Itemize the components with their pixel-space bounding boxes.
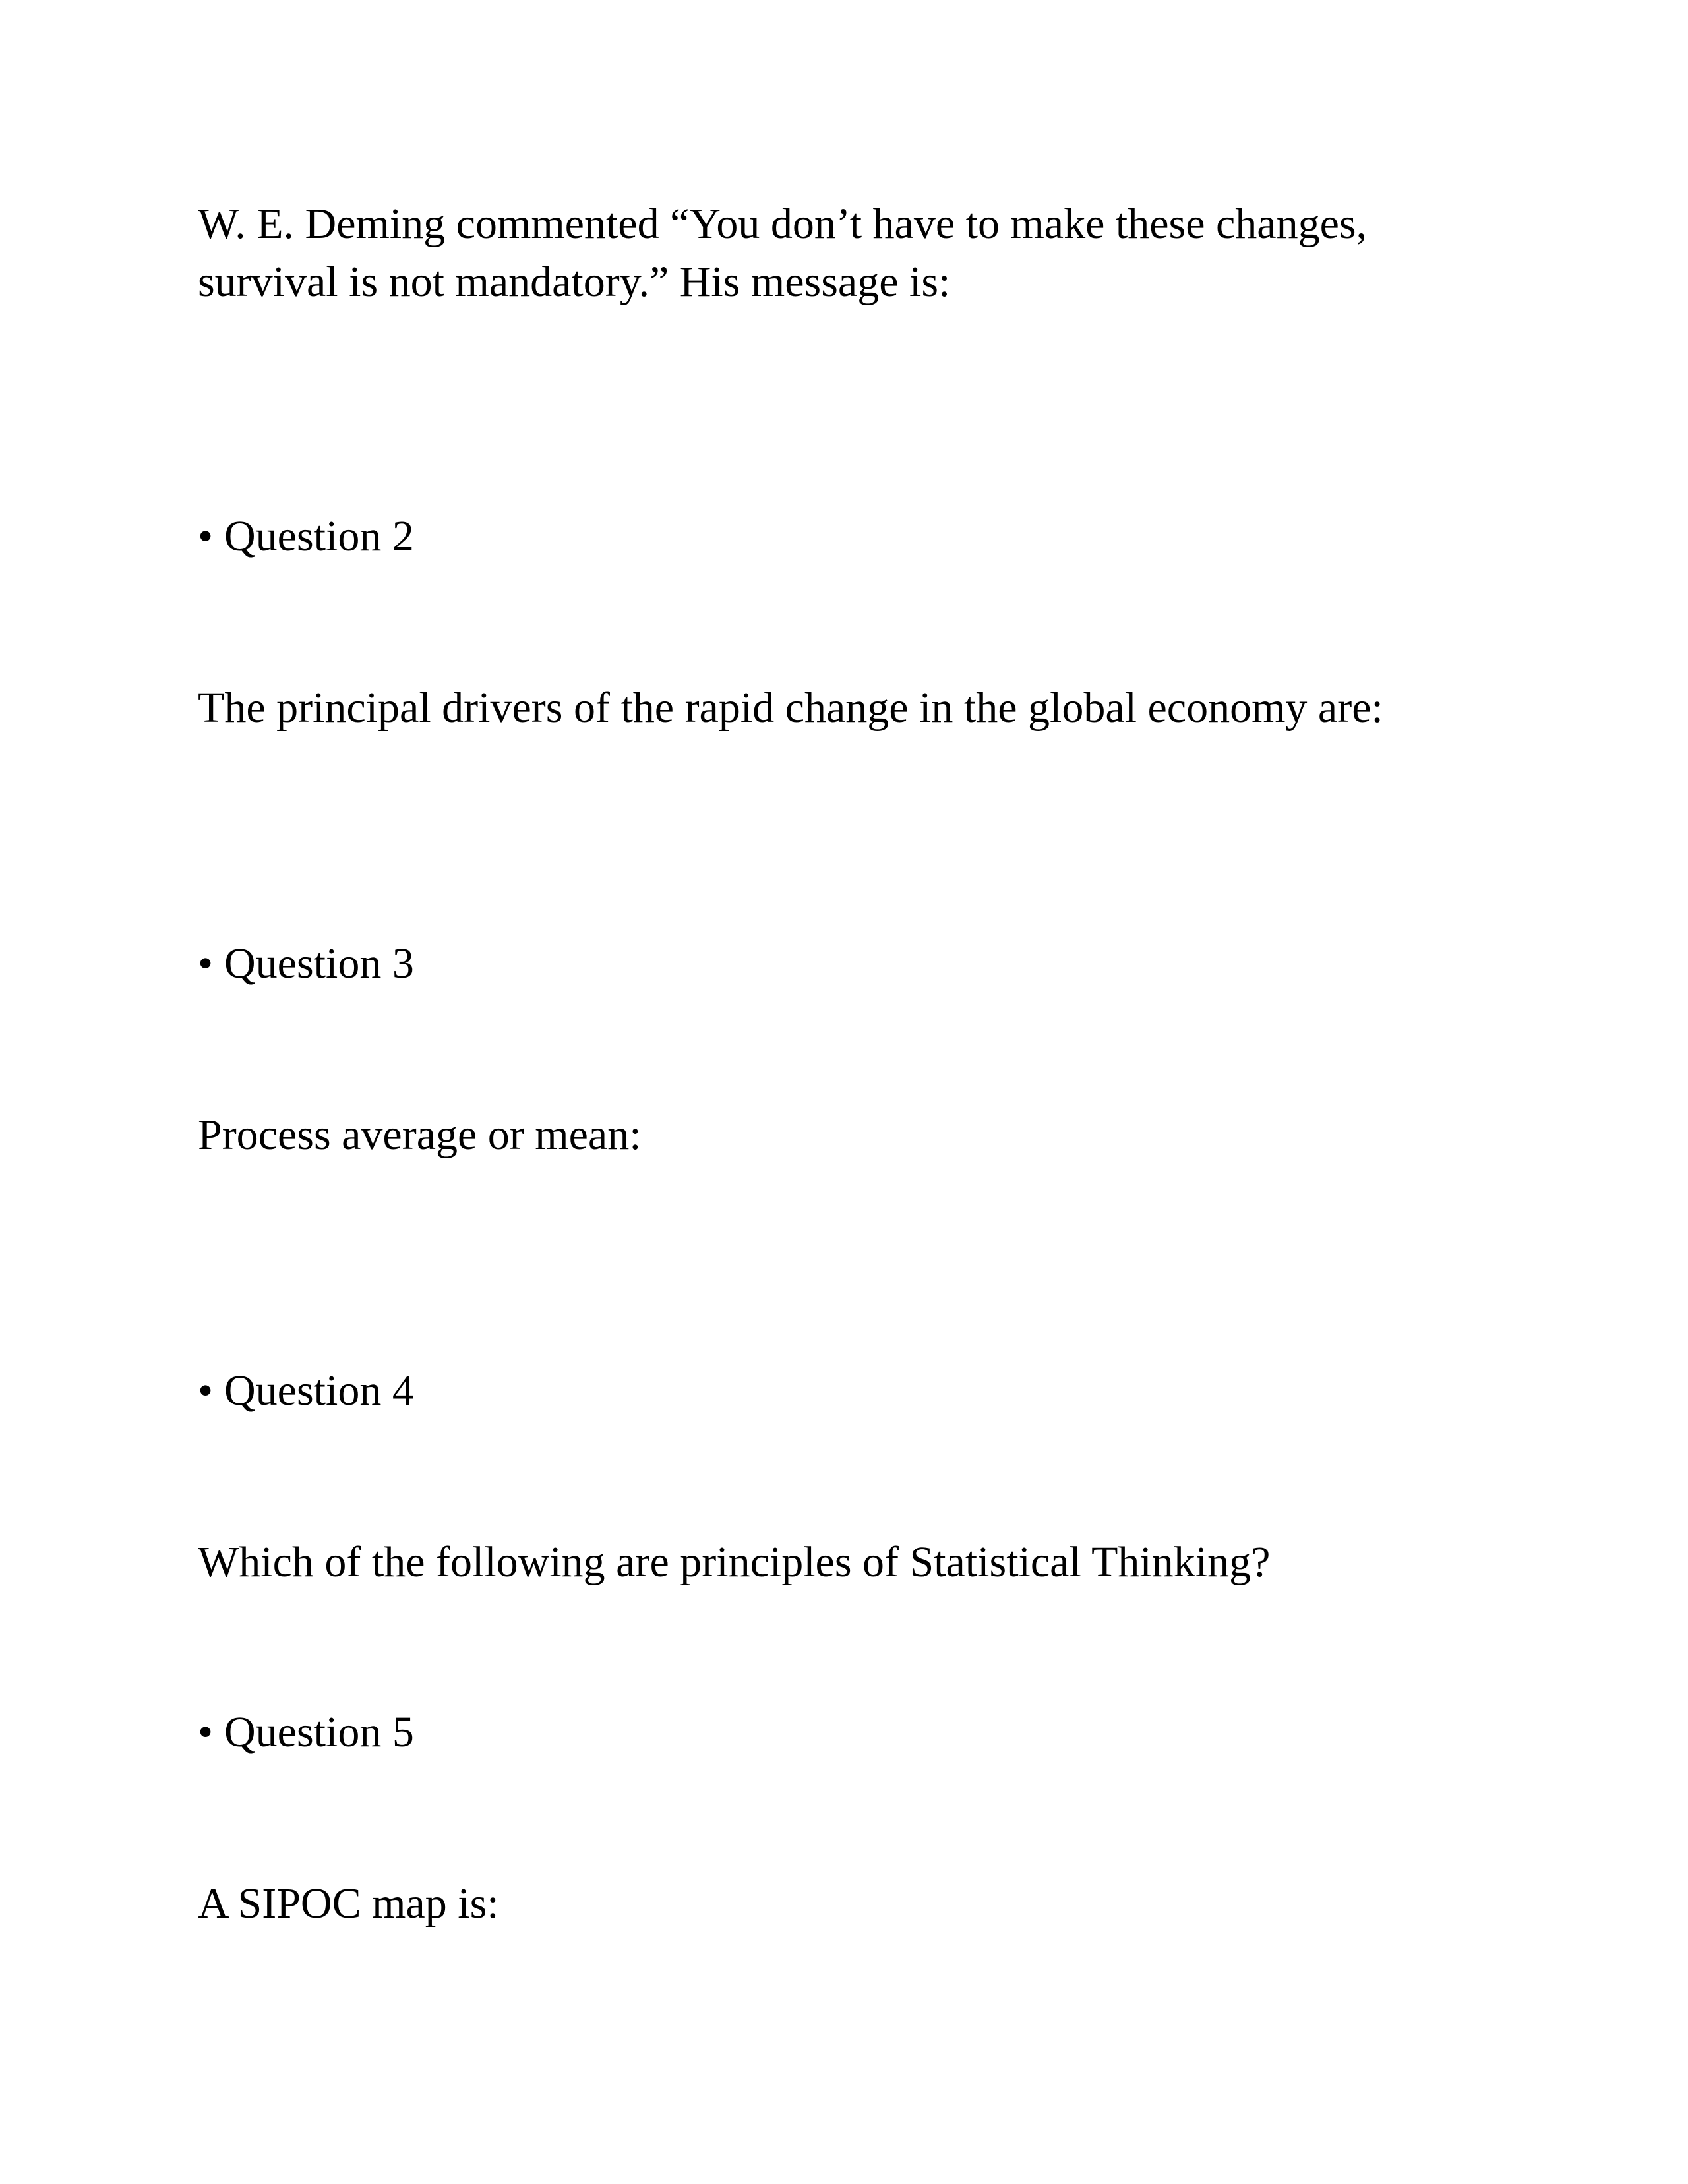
question-3-text: Process average or mean: [198,1111,642,1159]
question-4-label-text: Question 4 [224,1367,414,1415]
question-5-label-text: Question 5 [224,1708,414,1756]
bullet-icon: • [198,512,214,560]
bullet-icon: • [198,939,214,988]
question-2-label [198,508,414,566]
question-1-text-line-1: W. E. Deming commented “You don’t have to make these changes, [198,200,1368,248]
question-3-label [198,935,414,993]
bullet-icon: • [198,1708,214,1756]
question-4-text: Which of the following are principles of Statistical Thinking? [198,1538,1271,1586]
question-1-text-line-2: survival is not mandatory.” His message is: [198,258,951,306]
question-3-label-text: Question 3 [224,939,414,988]
question-5-label [198,1703,414,1761]
question-4-label [198,1362,414,1420]
bullet-icon: • [198,1367,214,1415]
question-2-label-text: Question 2 [224,512,414,560]
question-2-text: The principal drivers of the rapid change in the global economy are: [198,684,1383,732]
question-5-text: A SIPOC map is: [198,1879,499,1928]
